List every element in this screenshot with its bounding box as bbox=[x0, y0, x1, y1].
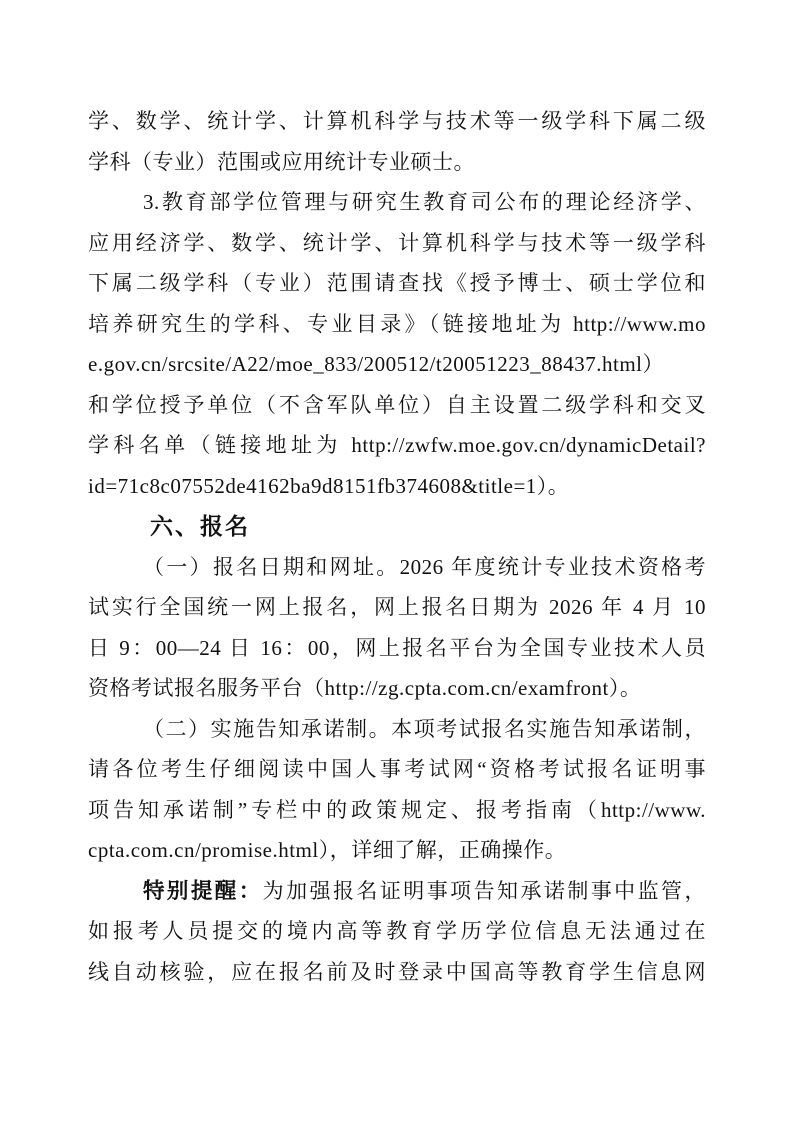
text-line: 线自动核验，应在报名前及时登录中国高等教育学生信息网 bbox=[88, 959, 706, 984]
document-body bbox=[88, 101, 706, 992]
text-line-url: e.gov.cn/srcsite/A22/moe_833/200512/t20051223_88437.html） bbox=[88, 352, 665, 376]
section-heading-registration: 六、报名 bbox=[150, 513, 250, 539]
text-line: 应用经济学、数学、统计学、计算机科学与技术等一级学科 bbox=[88, 230, 706, 255]
text-line-with-url: 项告知承诺制”专栏中的政策规定、报考指南（http://www. bbox=[88, 797, 706, 822]
text-line: 日 9：00—24 日 16：00，网上报名平台为全国专业技术人员 bbox=[88, 635, 706, 660]
text-line-url: id=71c8c07552de4162ba9d8151fb374608&title=1）。 bbox=[88, 473, 570, 498]
special-reminder-text: 为加强报名证明事项告知承诺制事中监管， bbox=[262, 878, 706, 903]
text-line-special-reminder bbox=[88, 871, 706, 912]
text-line: 3.教育部学位管理与研究生教育司公布的理论经济学、 bbox=[143, 190, 706, 214]
text-line: 下属二级学科（专业）范围请查找《授予博士、硕士学位和 bbox=[88, 271, 706, 295]
text-line: 试实行全国统一网上报名，网上报名日期为 2026 年 4 月 10 bbox=[88, 595, 706, 619]
text-line-with-url: 资格考试报名服务平台（http://zg.cpta.com.cn/examfront）。 bbox=[88, 676, 642, 700]
text-line-with-url: cpta.com.cn/promise.html），详细了解，正确操作。 bbox=[88, 838, 567, 862]
text-line: 学科（专业）范围或应用统计专业硕士。 bbox=[88, 149, 475, 174]
text-line: 请各位考生仔细阅读中国人事考试网“资格考试报名证明事 bbox=[88, 757, 706, 781]
text-line-with-url: 培养研究生的学科、专业目录》（链接地址为 http://www.mo bbox=[88, 311, 706, 336]
text-line: 和学位授予单位（不含军队单位）自主设置二级学科和交叉 bbox=[88, 392, 706, 417]
text-line: （一）报名日期和网址。2026 年度统计专业技术资格考 bbox=[143, 554, 706, 579]
text-line: 学、数学、统计学、计算机科学与技术等一级学科下属二级 bbox=[88, 109, 706, 133]
text-line-with-url: 学科名单（链接地址为 http://zwfw.moe.gov.cn/dynamicDetail? bbox=[88, 433, 706, 457]
text-line: 如报考人员提交的境内高等教育学历学位信息无法通过在 bbox=[88, 919, 706, 943]
special-reminder-label: 特别提醒： bbox=[143, 878, 263, 903]
text-line: （二）实施告知承诺制。本项考试报名实施告知承诺制， bbox=[143, 716, 706, 741]
